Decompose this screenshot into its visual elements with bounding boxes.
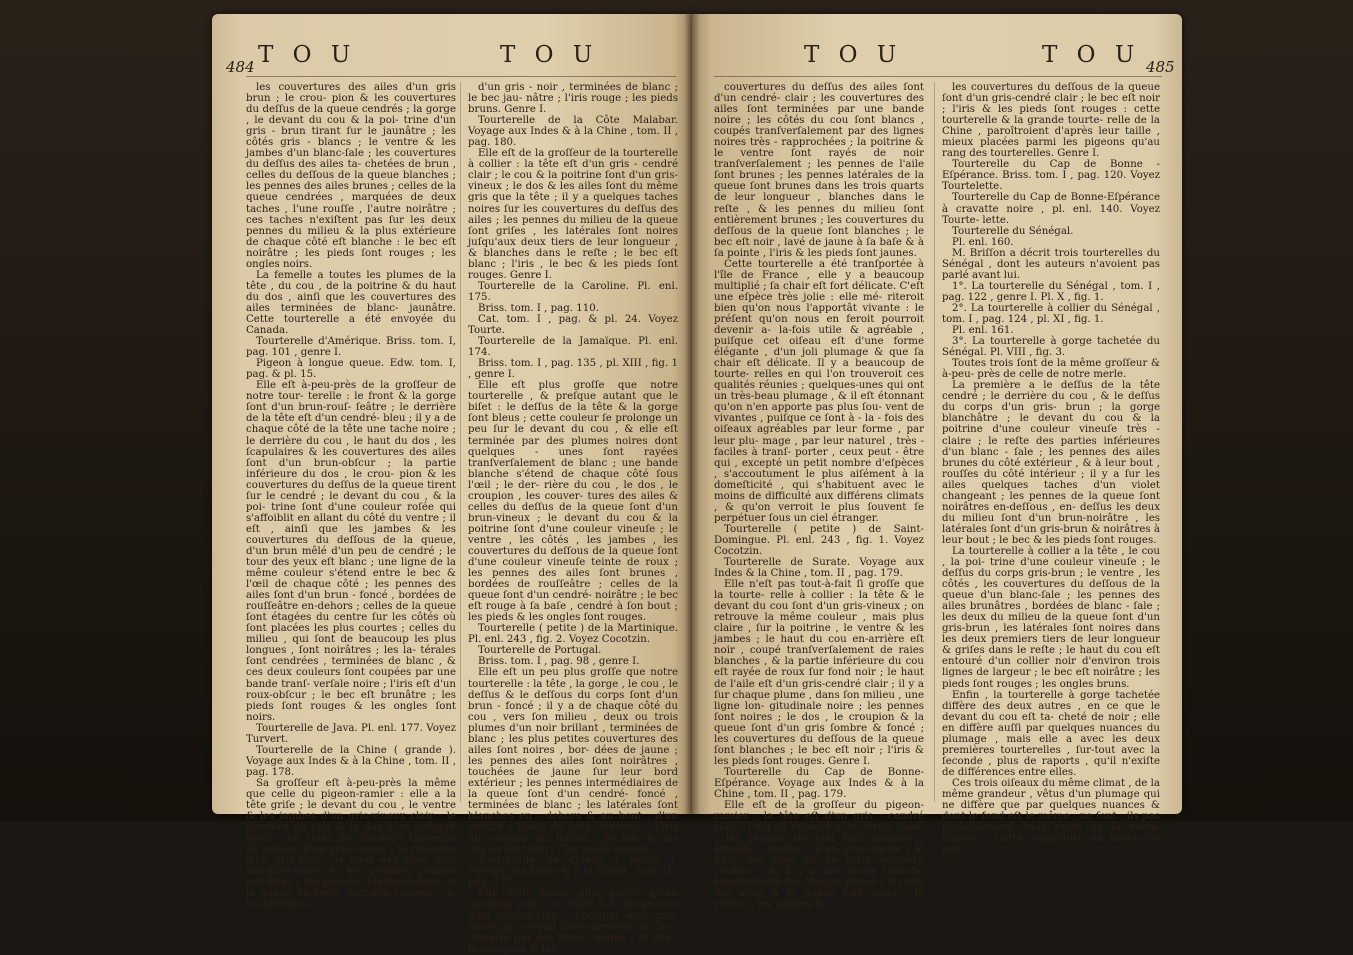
paragraph: les couvertures des ailes d'un gris brun ; le crou- pion & les couvertures du deſſus de la queue cendrés ; la gorge , le devant du cou & la poi- trine d'un gris - brun tirant ſur le jaunâtre ; les côtés gris - blancs ; le ventre & les jambes d'un blanc-ſale ; les couvertures du deſſus des ailes ta- chetées de brun , celles du deſſous de la queue blanches ; les pennes des ailes brunes ; celles de la queue cendrées , marquées de deux taches , l'une rouſſe , l'autre noirâtre ; ces taches n'exiſtent pas ſur les deux pennes du milieu & la plus extérieure de chaque côté eſt blanche : le bec eſt noirâtre ; les pieds ſont rouges ; les ongles noirs. bbox=[246, 82, 456, 270]
paragraph: Elle n'eſt guère plus groſſe qu'un moineau-franc : le front & la gorge ſont d'un cendré-clair ; l'occiput d'un gris-foncé qui s'étend ſur le derrière du cou , traverſé par des lignes noires ; le dos , le croupion & les bbox=[468, 888, 678, 955]
paragraph: Tourterelle de Quéda ( petite ). Voyage aux Indes & à la Chine , tom. II , pag. 177. bbox=[468, 855, 678, 889]
paragraph: Cat. tom. I , pag. & pl. 24. Voyez Tourte. bbox=[468, 313, 678, 337]
paragraph: Tourterelle de la Caroline. Pl. enl. 175. bbox=[468, 280, 678, 303]
paragraph: Elle eſt plus groſſe que notre tourterelle , & preſque autant que le biſet : le deſſus de la tête & la gorge ſont bleus ; cette couleur ſe prolonge un peu ſur le devant du cou , & elle eſt terminée par des plumes noires dont quelques - unes ſont rayées tranſverſalement de blanc ; une bande blanche s'étend de chaque côté ſous l'œil ; le der- rière du cou , le dos , le croupion , les couver- tures des ailes & celles du deſſus de la queue ſont d'un brun-vineux ; le devant du cou & la poitrine ſont d'une couleur vineuſe ; le ventre , les côtés , les jambes , les couvertures du deſſous de la queue ſont d'une couleur vineuſe teinte de roux ; les pennes des ailes ſont brunes , bordées de rouſſeâtre ; celles de la queue ſont d'un cendré- noirâtre ; le bec eſt rouge à ſa baſe , cendré à ſon bout ; les pieds & les ongles ſont rouges. bbox=[468, 380, 678, 624]
paragraph: Pigeon à longue queue. Edw. tom. I, pag. & pl. 15. bbox=[246, 358, 456, 381]
paragraph: couvertures du deſſus des ailes ſont d'un cendré- clair ; les couvertures des ailes ſont terminées par une bande noire ; les côtés du cou ſont blancs , coupés tranſverſalement par des lignes noires très - rapprochées ; la poitrine & le ventre ſont rayés de noir tranſverſalement ; les pennes de l'aile ſont brunes ; les pennes latérales de la queue ſont brunes dans les trois quarts de leur longueur , blanches dans le reſte , & les pennes du milieu ſont entièrement brunes ; les couvertures du deſſous de la queue ſont blanches ; le bec eſt noir , lavé de jaune à ſa baſe & à ſa pointe , l'iris & les pieds ſont jaunes. bbox=[714, 82, 924, 259]
left-page bbox=[212, 14, 692, 955]
paragraph: La tourterelle à collier a la tête , le cou , la poi- trine d'une couleur vineuſe ; le deſſus du corps gris-brun ; le ventre , les côtés , les couvertures du deſſous de la queue d'un blanc-ſale ; les pennes des ailes brunâtres , bordées de blanc - ſale ; les deux du milieu de la queue ſont d'un gris-brun , les latérales ſont noires dans les deux premiers tiers de leur longueur & griſes dans le reſte ; le haut du cou eſt entouré d'un collier noir d'environ trois lignes de largeur ; le bec eſt noirâtre ; les pieds ſont rouges ; les ongles bruns. bbox=[942, 545, 1160, 690]
text-column-1 bbox=[714, 82, 924, 911]
paragraph: d'un gris - noir , terminées de blanc ; le bec jau- nâtre ; l'iris rouge ; les pieds bruns. Genre I. bbox=[468, 82, 678, 116]
paragraph: 2°. La tourterelle à collier du Sénégal , tom. I , pag. 124 , pl. XI , fig. 1. bbox=[942, 302, 1160, 325]
running-header: T O U bbox=[258, 42, 357, 68]
column-divider bbox=[934, 82, 935, 802]
paragraph: Tourterelle du Sénégal. bbox=[952, 225, 1074, 237]
text-column-2 bbox=[942, 82, 1160, 855]
column-divider bbox=[460, 82, 461, 802]
paragraph: Cette tourterelle a été tranſportée à l'île de France , elle y a beaucoup multiplié ; ſa chair eſt fort délicate. C'eſt une eſpèce très jolie : elle mé- riteroit bien qu'on nous l'apportât vivante : le préſent qu'on nous en feroit pourroit devenir a- la-fois utile & agréable , puiſque cet oiſeau eſt d'une forme élégante , d'un joli plumage & que ſa chair eſt délicate. Il y a beaucoup de tourte- relles en qui l'on trouveroit ces qualités réunies ; quelques-unes qui ont un très-beau plumage , & il eſt étonnant qu'on n'en apporte pas plus ſou- vent de vivantes , puiſque ce ſont à - la - fois des oiſeaux agréables par leur forme , par leur plu- mage , par leur naturel , très - faciles à tranſ- porter , ceux peut - être qui , excepté un petit nombre d'eſpèces , s'accoutument le plus aiſément à la domeſticité , qui s'habituent avec le moins de difficulté aux différens climats , & qu'on verroit le plus ſouvent ſe perpétuer ſous un ciel étranger. bbox=[714, 258, 924, 524]
paragraph: Briss. tom. I , pag. 110. bbox=[478, 302, 599, 314]
paragraph: Tourterelle de la Côte Malabar. Voyage aux Indes & à la Chine , tom. II , pag. 180. bbox=[468, 115, 678, 149]
paragraph: 1°. La tourterelle du Sénégal , tom. I , pag. 122 , genre I. Pl. X , fig. 1. bbox=[942, 280, 1160, 303]
paragraph: Briss. tom. I , pag. 98 , genre I. bbox=[478, 656, 640, 668]
paragraph: La femelle a toutes les plumes de la tête , du cou , de la poitrine & du haut du dos , ainſi que les couvertures des ailes terminées de blanc- jaunâtre. Cette tourterelle a été envoyée du Canada. bbox=[246, 269, 456, 337]
header-rule bbox=[714, 76, 1162, 77]
right-page bbox=[692, 14, 1182, 911]
paragraph: Tourterelle de Portugal. bbox=[478, 645, 602, 657]
paragraph: Elle eſt un peu plus groſſe que notre tourterelle : la tête , la gorge , le cou , le deſſus & le deſſous du corps ſont d'un brun - foncé ; il y a de chaque côté du cou , vers ſon milieu , deux ou trois plumes d'un noir brillant , terminées de blanc ; les plus petites couvertures des ailes ſont noires , bor- dées de jaune ; les pennes des ailes ſont noirâtres , touchées de jaune ſur leur bord extérieur ; les pennes intermédiaires de la queue ſont d'un cendré- foncé , terminées de blanc ; les latérales ſont blanches en - dehors & au bout , d'un cendré - foncé du côté intérieur ; l'iris eſt couleur de ſafran ; le bec & les ongles ſont noirs ; les pieds rouges. bbox=[468, 667, 678, 856]
paragraph: M. Briſſon a décrit trois tourterelles du Sénégal , dont les auteurs n'avoient pas parlé avant lui. bbox=[942, 247, 1160, 281]
paragraph: 3°. La tourterelle à gorge tachetée du Sénégal. Pl. VIII , fig. 3. bbox=[942, 336, 1160, 359]
running-header: T O U bbox=[1042, 42, 1141, 68]
paragraph: Tourterelle du Cap de Bonne-Eſpérance à cravatte noire , pl. enl. 140. Voyez Tourte- lette. bbox=[942, 192, 1160, 226]
paragraph: Tourterelle ( petite ) de Saint-Domingue. Pl. enl. 243 , fig. 1. Voyez Cocotzin. bbox=[714, 523, 924, 557]
paragraph: La première a le deſſus de la tête cendré ; le derrière du cou , & le deſſus du corps d'un gris- brun ; la gorge blanchâtre ; le devant du cou & la poitrine d'une couleur vineuſe très - claire ; le reſte des parties inférieures d'un blanc - ſale ; les pennes des ailes brunes du côté extérieur , & à leur bout , rouſſes du côté intérieur ; il y a ſur les ailes quelques taches d'un violet changeant ; les pennes de la queue ſont noirâtres en-deſſous , en- deſſus les deux du milieu ſont d'un brun-noirâtre , les latérales ſont d'un gris-brun & noirâtres à leur bout ; le bec & les pieds ſont rouges. bbox=[942, 380, 1160, 546]
paragraph: Tourterelle du Cap de Bonne-Eſpérance. Voyage aux Indes & à la Chine , tom. II , pag. 179. bbox=[714, 766, 924, 800]
paragraph: Elle eſt de la groſſeur de la tourterelle à collier : la tête eſt d'un gris - cendré clair ; le cou & la poitrine ſont d'un gris-vineux ; le dos & les ailes ſont du même gris que la tête ; il y a quelques taches noires ſur les couvertures du deſſus des ailes ; les pennes du milieu de la queue ſont griſes , les latérales ſont noires juſqu'aux deux tiers de leur longueur , & blanches dans le reſte ; le bec eſt blanc ; l'iris , le bec & les pieds ſont rouges. Genre I. bbox=[468, 148, 678, 281]
page-number: 485 bbox=[1146, 58, 1175, 76]
text-column-2 bbox=[468, 82, 678, 955]
paragraph: Tourterelle du Cap de Bonne - Eſpérance. Briss. tom. I , pag. 120. Voyez Tourtelette. bbox=[942, 159, 1160, 193]
paragraph: Toutes trois ſont de la même groſſeur & à-peu- près de celle de notre merle. bbox=[942, 358, 1160, 381]
paragraph: Briss. tom. I , pag. 135 , pl. XIII , fig. 1 , genre I. bbox=[468, 358, 678, 381]
book-gutter bbox=[684, 14, 700, 814]
paragraph: Tourterelle de Surate. Voyage aux Indes & la Chine , tom. II , pag. 179. bbox=[714, 557, 924, 580]
paragraph: Tourterelle ( petite ) de la Martinique. Pl. enl. 243 , fig. 2. Voyez Cocotzin. bbox=[468, 623, 678, 646]
paragraph: Tourterelle de la Chine ( grande ). Voyage aux Indes & à la Chine , tom. II , pag. 178. bbox=[246, 744, 456, 778]
running-header: T O U bbox=[500, 42, 599, 68]
text-column-1 bbox=[246, 82, 456, 911]
paragraph: les couvertures du deſſous de la queue ſont d'un gris-cendré clair ; le bec eſt noir ; l'iris & les pieds ſont rouges : cette tourterelle & la grande tourte- relle de la Chine , paroîtroient d'après leur taille , mieux placées parmi les pigeons qu'au rang des tourterelles. Genre I. bbox=[942, 82, 1160, 160]
paragraph: Elle n'eſt pas tout-à-fait ſi groſſe que la tourte- relle à collier : la tête & le devant du cou ſont d'un gris-vineux ; on retrouve la même couleur , mais plus claire , ſur la poitrine , le ventre & les jambes ; le haut du cou en-arrière eſt noir , coupé tranſverſalement de raies blanches , & la partie inférieure du cou eſt rayée de roux ſur fond noir ; le haut de l'aile eſt d'un gris-cendré clair ; il y a ſur chaque plume , dans ſon milieu , une ligne lon- gitudinale noire ; les pennes ſont noires ; le dos , le croupion & la queue ſont d'un gris ſombre & foncé ; les couvertures du deſſous de la queue ſont blanches ; le bec eſt noir ; l'iris & les pieds ſont rouges. Genre I. bbox=[714, 579, 924, 767]
paragraph: Ces trois oiſeaux du même climat , de la même grandeur , vêtus d'un plumage qui ne diffère que par quelques nuances & dont le fond eſt le même , ne ſont - ils pas probablement trois races de la même eſpèce ? Cette conjecture ne ſera-t-elle pas bbox=[942, 777, 1160, 856]
paragraph: Tourterelle de Java. Pl. enl. 177. Voyez Turvert. bbox=[246, 722, 456, 745]
paragraph: Elle eſt à-peu-près de la groſſeur de notre tour- terelle : le front & la gorge ſont d'un brun-rouſ- ſeâtre ; le derrière de la tête eſt d'un cendré- bleu ; il y a de chaque côté de la tête une tache noire ; le derrière du cou , le haut du dos , les ſcapulaires & les couvertures des ailes ſont d'un brun-obſcur ; la partie inférieure du dos , le crou- pion & les couvertures du deſſus de la queue tirent ſur le cendré ; le devant du cou , & la poi- trine ſont d'une couleur roſée qui s'affoiblit en allant du côté du ventre ; il eſt , ainſi que les jambes & les couvertures du deſſous de la queue, d'un brun mêlé d'un peu de cendré ; le tour des yeux eſt blanc ; une ligne de la même couleur s'étend entre le bec & l'œil de chaque côté ; les pennes des ailes ſont d'un brun - foncé , bordées de rouſſeâtre en-dehors ; celles de la queue ſont étagées du centre ſur les côtés où ſont placées les plus courtes ; celles du milieu , qui ſont de beaucoup les plus longues , ſont noirâtres ; les la- térales ſont cendrées , terminées de blanc , & ces deux couleurs ſont coupées par une bande tranſ- verſale noire ; l'iris eſt d'un roux-obſcur ; le bec eſt brunâtre ; les pieds ſont rouges & les ongles ſont noirs. bbox=[246, 380, 456, 723]
paragraph: Elle eſt de la groſſeur du pigeon-ramier : la tête eſt d'un gris - cendré clair ; l'œil eſt entouré d'un cercle blanc ; les plumes du cou ſont longues , étroites , molles , d'un gris-vineux ; le haut des ailes eſt de cette dernière couleur , & il y a une tache blanche longitudinale ſur chaque plume ; le reſte des ailes & la queue ſont noirs ; le ventre , les jambes & bbox=[714, 800, 924, 911]
header-rule bbox=[246, 76, 676, 77]
paragraph: Enfin , la tourterelle à gorge tachetée diffère des deux autres , en ce que le devant du cou eſt ta- cheté de noir ; elle en diffère auſſi par quelques nuances du plumage , mais elle a avec les deux premières tourterelles , ſur-tout avec la ſeconde , plus de raports , qu'il n'exiſte de différences entre elles. bbox=[942, 689, 1160, 778]
page-number: 484 bbox=[226, 58, 255, 76]
paragraph: Tourterelle de la Jamaïque. Pl. enl. 174. bbox=[468, 336, 678, 359]
paragraph: Pl. enl. 160. bbox=[952, 236, 1014, 248]
paragraph: Tourterelle d'Amérique. Briss. tom. I, pag. 101 , genre I. bbox=[246, 336, 456, 359]
paragraph: Pl. enl. 161. bbox=[952, 325, 1014, 337]
running-header: T O U bbox=[804, 42, 903, 68]
paragraph: Sa groſſeur eſt à-peu-près la même que celle du pigeon-ramier : elle a la tête griſe ; le devant du cou , le ventre & les jambes d'un gris-vineux clair ; le derrière du cou & le dos d'un pourpre foncé ; les côtés du cou noirs traverſés de bandes d'un gris-vineux ; le croupion d'un gris-lilas ; le haut des ailes d'un mordoré-foncé & les grandes pennes noirâtres ; les pennes intermédiaires de la queue de cette dernière couleur , & les latérales bbox=[246, 777, 456, 911]
